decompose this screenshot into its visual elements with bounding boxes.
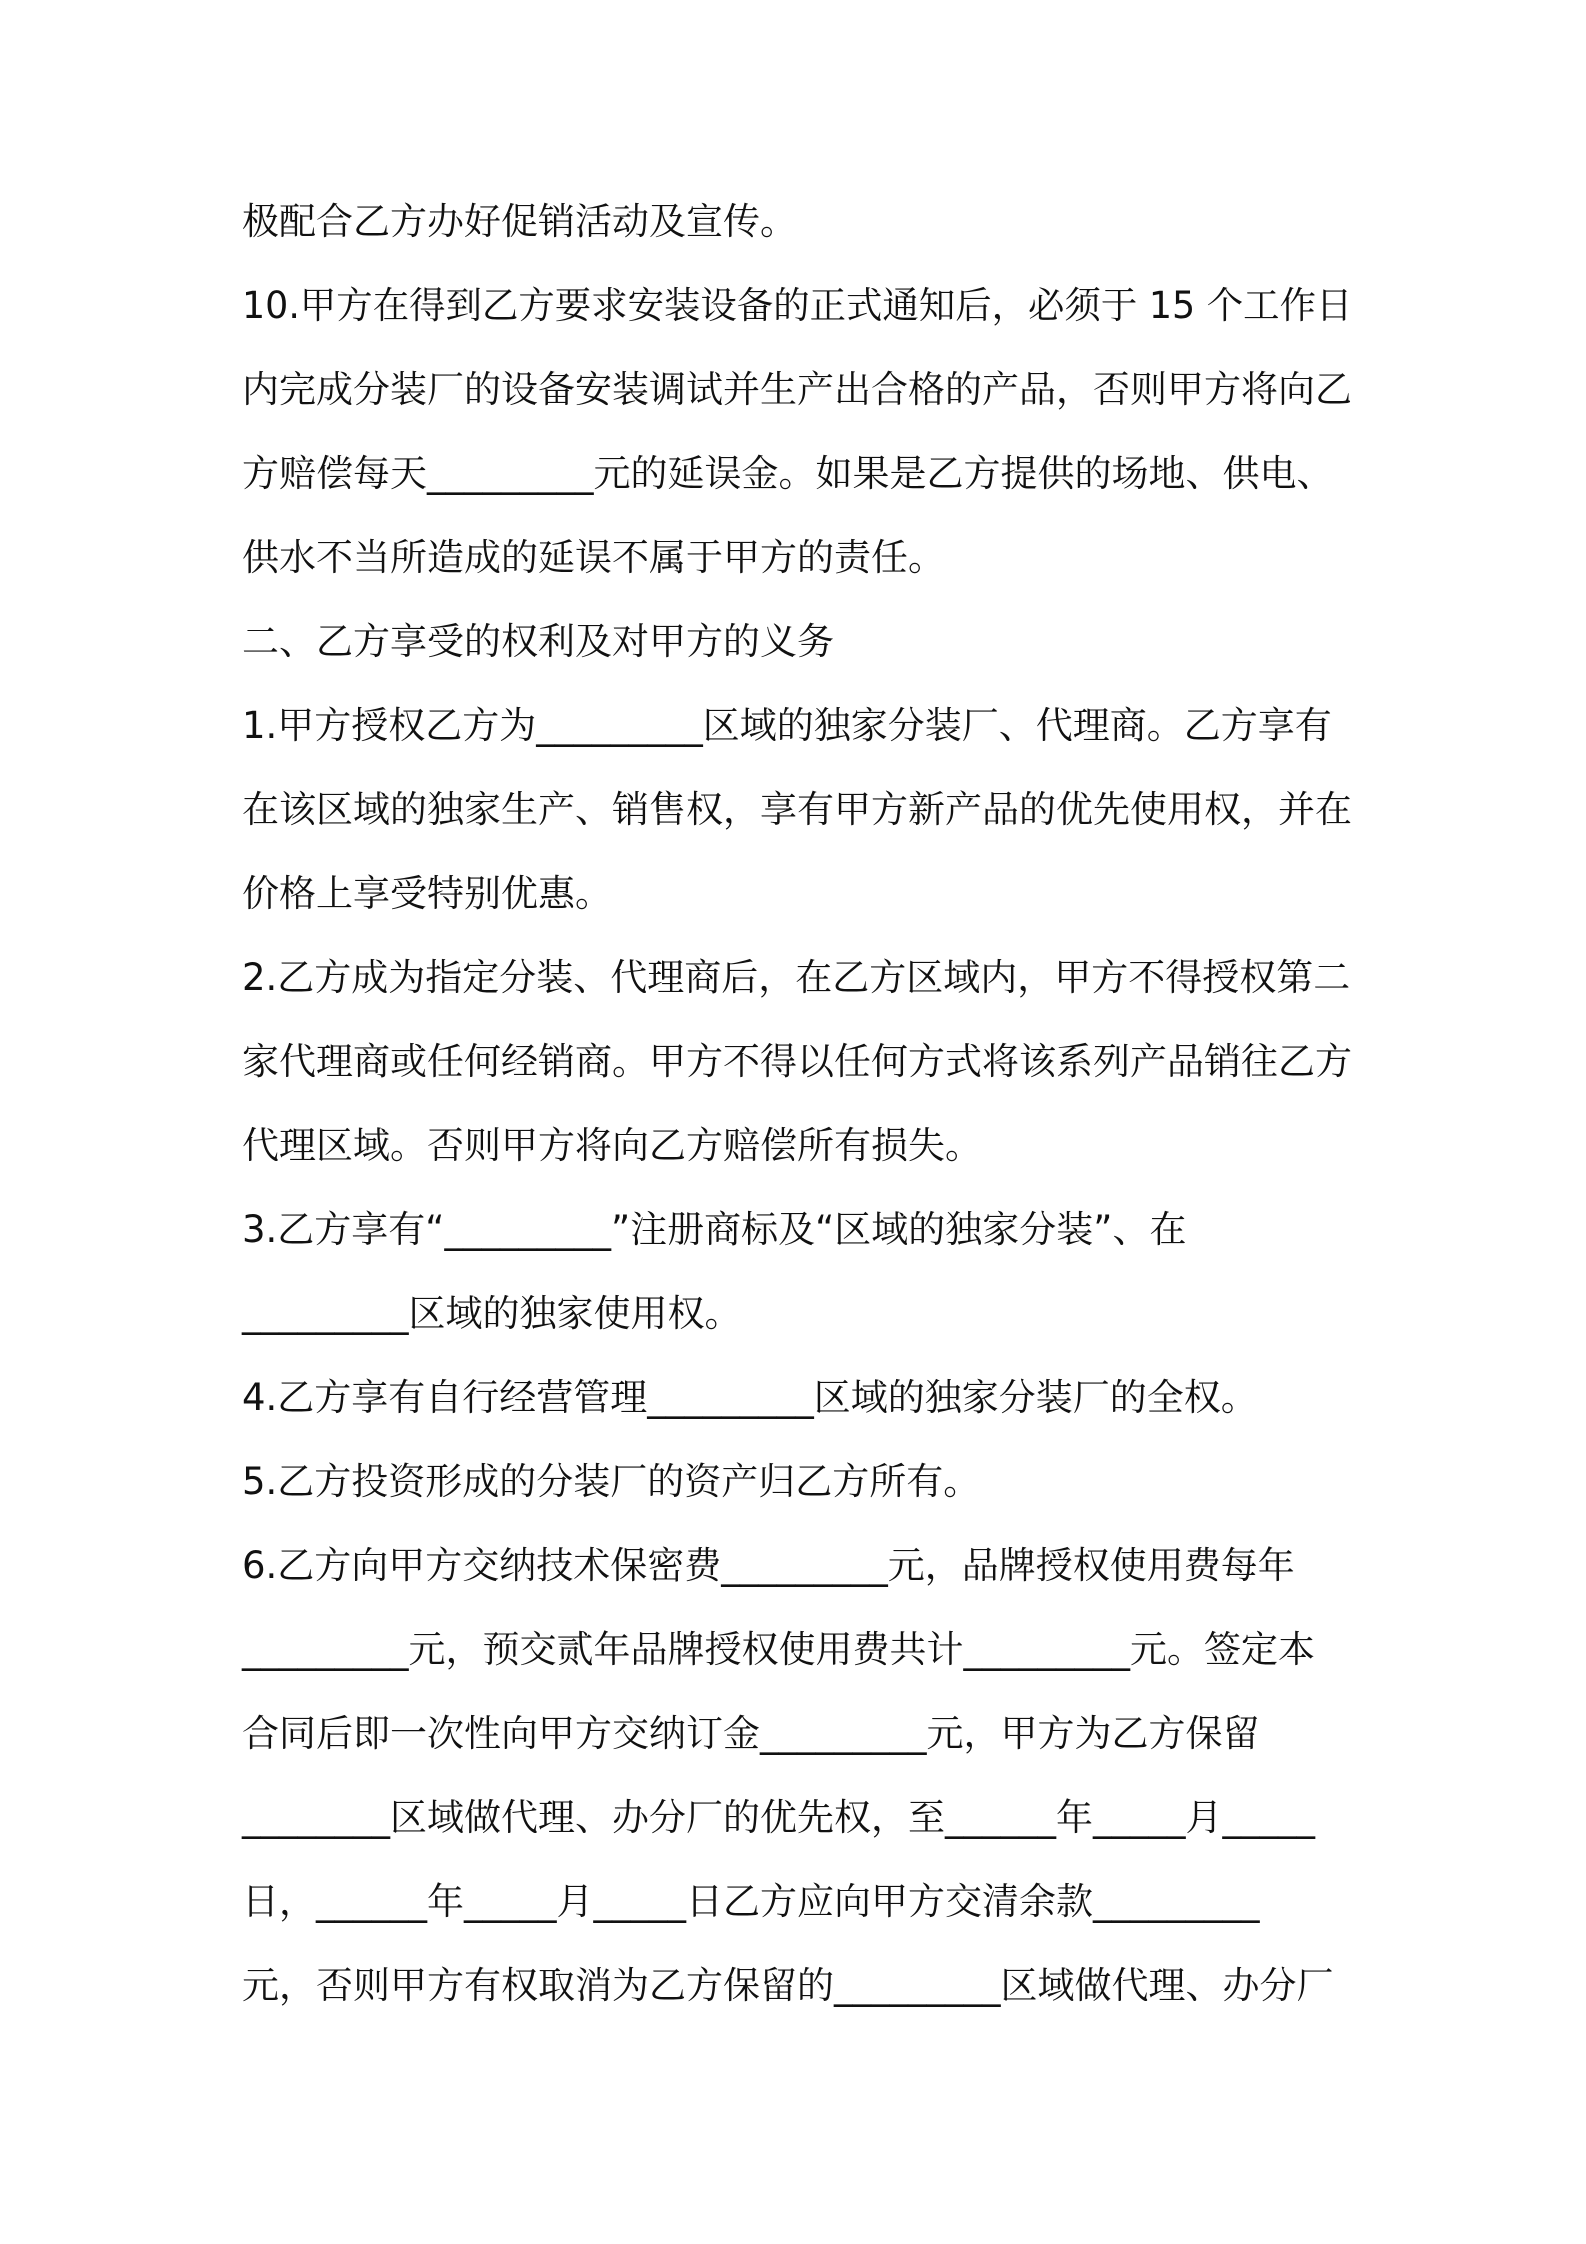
text-line: 供水不当所造成的延误不属于甲方的责任。 — [242, 536, 945, 579]
text-line: 方赔偿每天_________元的延误金。如果是乙方提供的场地、供电、 — [242, 452, 1334, 495]
text-line: 3.乙方享有“_________”注册商标及“区域的独家分装”、在 — [242, 1208, 1187, 1251]
text-line: 10.甲方在得到乙方要求安装设备的正式通知后，必须于 15 个工作日 — [242, 284, 1353, 327]
text-line: 在该区域的独家生产、销售权，享有甲方新产品的优先使用权，并在 — [242, 788, 1352, 831]
text-line: _________区域的独家使用权。 — [242, 1292, 742, 1335]
text-line: 元，否则甲方有权取消为乙方保留的_________区域做代理、办分厂 — [242, 1964, 1334, 2007]
text-line: 极配合乙方办好促销活动及宣传。 — [242, 200, 797, 243]
text-line: 家代理商或任何经销商。甲方不得以任何方式将该系列产品销往乙方 — [242, 1040, 1352, 1083]
text-line: 6.乙方向甲方交纳技术保密费_________元，品牌授权使用费每年 — [242, 1544, 1295, 1587]
text-line: 2.乙方成为指定分装、代理商后，在乙方区域内，甲方不得授权第二 — [242, 956, 1351, 999]
text-line: 4.乙方享有自行经营管理_________区域的独家分装厂的全权。 — [242, 1376, 1258, 1419]
text-line: ________区域做代理、办分厂的优先权，至______年_____月_____ — [242, 1796, 1315, 1839]
text-line: 代理区域。否则甲方将向乙方赔偿所有损失。 — [242, 1124, 982, 1167]
text-line: 1.甲方授权乙方为_________区域的独家分装厂、代理商。乙方享有 — [242, 704, 1332, 747]
text-line: 内完成分装厂的设备安装调试并生产出合格的产品，否则甲方将向乙 — [242, 368, 1352, 411]
text-line: 合同后即一次性向甲方交纳订金_________元，甲方为乙方保留 — [242, 1712, 1260, 1755]
section-heading: 二、乙方享受的权利及对甲方的义务 — [242, 620, 834, 663]
text-line: _________元，预交贰年品牌授权使用费共计_________元。签定本 — [242, 1628, 1315, 1671]
text-line: 价格上享受特别优惠。 — [242, 872, 612, 915]
text-line: 日，______年_____月_____日乙方应向甲方交清余款_________ — [242, 1880, 1260, 1923]
text-line: 5.乙方投资形成的分装厂的资产归乙方所有。 — [242, 1460, 981, 1503]
